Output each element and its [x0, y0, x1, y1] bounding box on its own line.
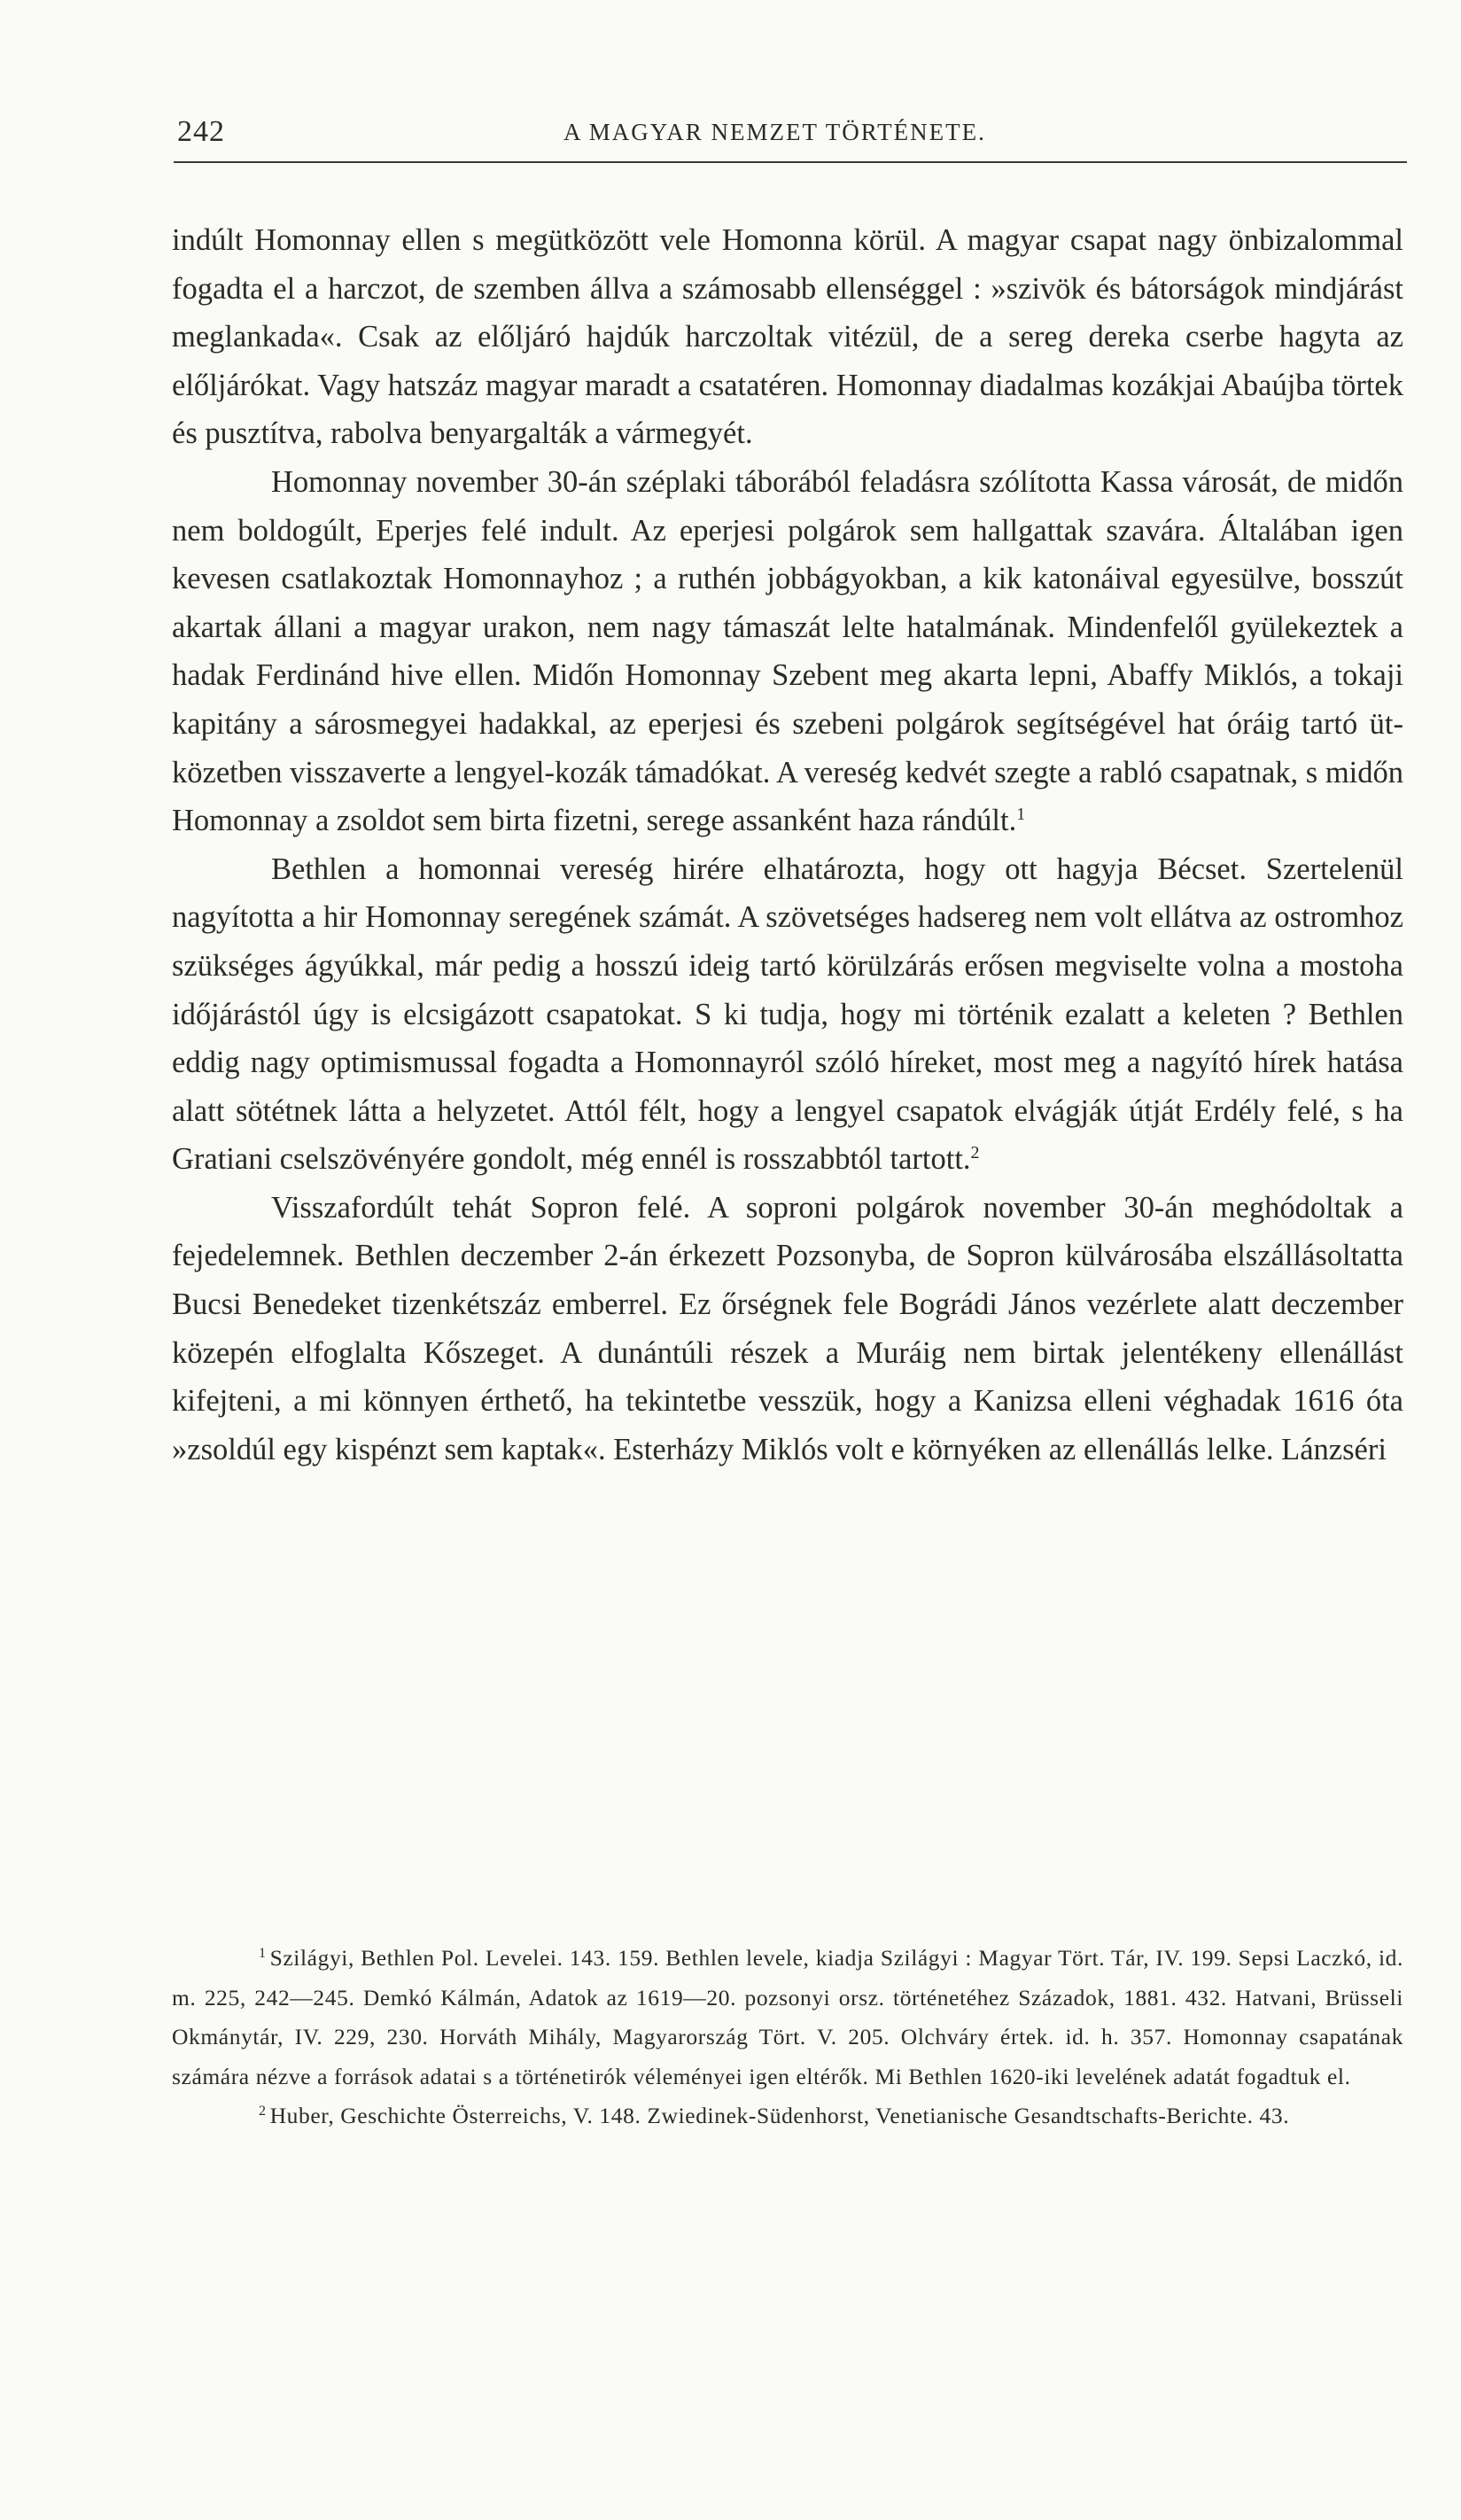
footnote-1-text: Szilágyi, Bethlen Pol. Levelei. 143. 159. Bethlen levele, kiadja Szilágyi : Magyar Tört. Tár, IV. 199. Sepsi Laczkó, id. m. 225, 242—245. Demkó Kálmán, Adatok az 1619—20. pozsonyi orsz. történetéhez Századok, 1881. 432. Hatvani, Brüsseli Okmánytár, IV. 229, 230. Horváth Mihály, Magyarország Tört. V. 205. Olchváry értek. id. h. 357. Homonnay csapatának számára nézve a források adatai s a történetirók véleményei igen eltérők. Mi Bethlen 1620-iki levelének adatát fogadtuk el.: [172, 1945, 1403, 2089]
paragraph-4: Visszafordúlt tehát Sopron felé. A soproni polgárok november 30-án meghódoltak a fejedelemnek. Bethlen deczember 2-án érkezett Pozsonyba, de Sopron külvárosába elszállásoltatta Bucsi Benedeket tizenkétszáz emberrel. Ez őrségnek fele Bográdi János vezérlete alatt deczember közepén elfoglalta Kőszeget. A dunántúli részek a Muráig nem birtak jelentékeny ellenállást kifejteni, a mi könnyen érthető, ha tekintetbe vesszük, hogy a Kanizsa elleni véghadak 1616 óta »zsoldúl egy kispénzt sem kaptak«. Esterházy Miklós volt e környéken az ellenállás lelke. Lánzséri: [172, 1190, 1403, 1466]
footnote-ref-2: 2: [970, 1143, 980, 1163]
paragraph-1: indúlt Homonnay ellen s megütközött vele Homonna körül. A magyar csapat nagy önbizalommal fogadta el a harczot, de szemben állva a számosabb ellenséggel : »szivök és bátorságok mindjárást meglankada«. Csak az előljáró hajdúk harczoltak vitézül, de a sereg dereka cserbe hagyta az előljárókat. Vagy hatszáz magyar maradt a csatatéren. Homonnay diadalmas kozákjai Abaújba törtek és pusztítva, rabolva benyargalták a vármegyét.: [172, 223, 1403, 451]
paragraph-2: [172, 458, 1403, 845]
paragraph-3: [172, 845, 1403, 1184]
footnote-2-mark: 2: [259, 2104, 267, 2119]
running-head: [174, 113, 1407, 163]
footnote-ref-1: 1: [1016, 805, 1026, 825]
paragraph-3-text: Bethlen a homonnai vereség hirére elhatározta, hogy ott hagyja Bécset. Szertelenül nagyította a hir Homonnay seregének számát. A szövetséges hadsereg nem volt ellátva az ostromhoz szükséges ágyúkkal, már pedig a hosszú ideig tartó körülzárás erősen megviselte volna a mostoha időjárástól úgy is elcsigázott csapatokat. S ki tudja, hogy mi történik ezalatt a keleten ? Bethlen eddig nagy optimismussal fogadta a Homonnayról szóló híreket, most meg a nagyító hírek hatása alatt sötétnek látta a helyzetet. Attól félt, hogy a lengyel csapatok elvágják útját Erdély felé, s ha Gratiani cselszövényére gondolt, még ennél is rosszabbtól tartott.: [172, 852, 1403, 1177]
footnote-1: [172, 1939, 1403, 2096]
page-number: 242: [177, 115, 225, 148]
paragraph-2-text: Homonnay november 30-án széplaki táborából feladásra szólította Kassa városát, de midőn nem boldogúlt, Eperjes felé indult. Az eperjesi polgárok sem hallgattak szavára. Általában igen kevesen csatlakoztak Homonnayhoz ; a ruthén jobbágyokban, a kik katonáival egyesülve, bosszút akartak állani a magyar urakon, nem nagy támaszát lelte hatalmának. Mindenfelől gyülekeztek a hadak Ferdinánd hive ellen. Midőn Homonnay Szebent meg akarta lepni, Abaffy Miklós, a tokaji kapitány a sárosmegyei hadakkal, az eperjesi és szebeni polgárok segítségével hat óráig tartó ütközetben visszaverte a lengyel-kozák támadókat. A vereség kedvét szegte a rabló csapatnak, s midőn Homonnay a zsoldot sem birta fizetni, serege assanként haza rándúlt.: [172, 464, 1404, 838]
footnote-2: [172, 2096, 1403, 2136]
footnotes: [172, 1939, 1403, 2136]
running-title: A MAGYAR NEMZET TÖRTÉNETE.: [563, 119, 986, 145]
body-text: [172, 216, 1403, 1474]
footnote-1-mark: 1: [259, 1946, 267, 1961]
footnote-2-text: Huber, Geschichte Österreichs, V. 148. Zwiedinek-Südenhorst, Venetianische Gesandtschafts-Berichte. 43.: [269, 2103, 1290, 2128]
